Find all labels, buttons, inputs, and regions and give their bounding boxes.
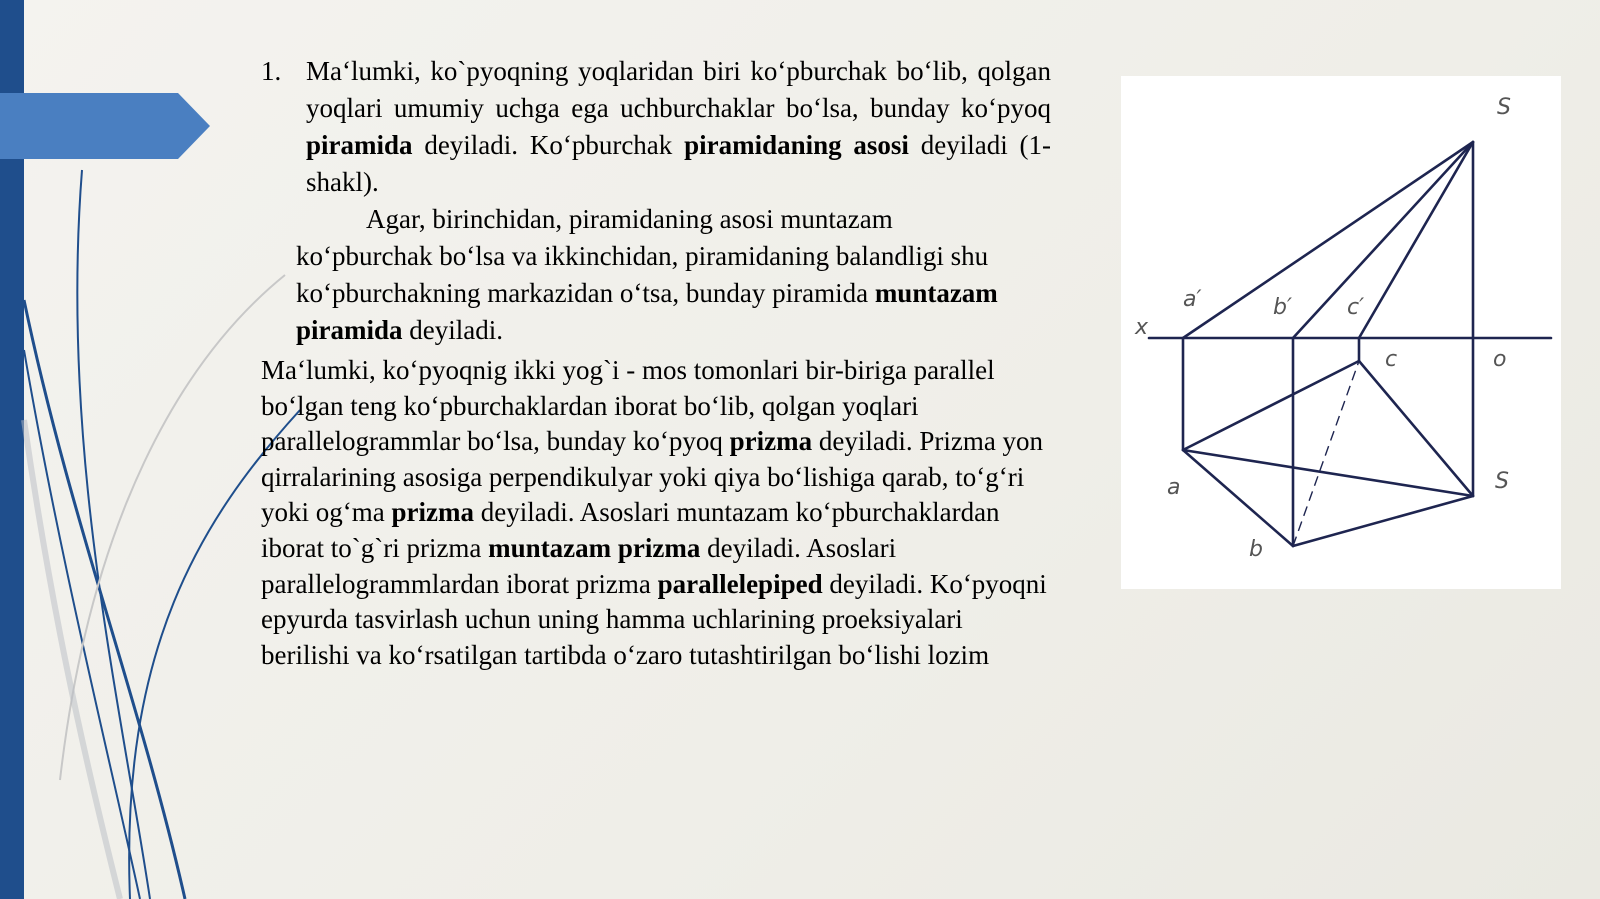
label-s-prime: S xyxy=(1497,95,1511,120)
text-content xyxy=(261,53,1051,673)
edge-c1-s1 xyxy=(1359,142,1473,338)
bold-term: piramidaning asosi xyxy=(684,130,909,160)
text-span: deyiladi. Ko‘pyoqni epyurda tasvirlash uchun uning hamma uchlarining proeksiyalari berilishi va ko‘rsatilgan tartibda o‘zaro tutashtirilgan bo‘lishi lozim xyxy=(261,568,1047,670)
bold-term: prizma xyxy=(391,497,474,528)
label-a: a xyxy=(1167,475,1181,500)
bold-term: prizma xyxy=(729,426,813,457)
text-span: deyiladi (1-shakl). xyxy=(306,130,1051,197)
list-number: 1. xyxy=(261,56,282,86)
text-span: deyiladi. Prizma yon qirralarining asosiga perpendikulyar yoki qiya bo‘lishiga qarab, to‘g‘ri yoki og‘ma xyxy=(261,426,1044,528)
arrow-banner xyxy=(0,93,210,159)
text-span: deyiladi. xyxy=(402,315,503,345)
bold-term: parallelepiped xyxy=(657,568,823,599)
label-o: o xyxy=(1493,347,1507,372)
label-a-prime: a′ xyxy=(1183,287,1202,312)
bold-term: muntazam prizma xyxy=(488,532,701,563)
text-span: deyiladi. Ko‘pburchak xyxy=(412,130,685,160)
text-span: deyiladi. Asoslari muntazam ko‘pburchaklardan iborat to`g`ri prizma xyxy=(261,497,1000,563)
edge-a1-s1 xyxy=(1183,142,1473,338)
text-span: Ma‘lumki, ko‘pyoqnig ikki yog`i - mos tomonlari bir-biriga parallel bo‘lgan teng ko‘pburchaklardan iborat bo‘lib, qolgan yoqlari parallelogrammlar bo‘lsa, bunday ko‘pyoq xyxy=(261,355,995,457)
regular-pyramid-paragraph xyxy=(296,201,1016,349)
figure-panel xyxy=(1121,76,1561,589)
label-b-prime: b′ xyxy=(1273,295,1292,320)
edge-b1-s1 xyxy=(1293,142,1473,338)
pyramid-epure-drawing xyxy=(1121,76,1561,589)
label-c-prime: c′ xyxy=(1347,295,1365,320)
text-span: deyiladi. Asoslari parallelogrammlardan iborat prizma xyxy=(261,532,897,599)
text-span: Ma‘lumki, ko`pyoqning yoqlaridan biri ko‘pburchak bo‘lib, qolgan yoqlari umumiy uchga ega uchburchaklar bo‘lsa, bunday ko‘pyoq xyxy=(306,56,1051,123)
bold-term: piramida xyxy=(306,130,413,160)
edge-c-s xyxy=(1359,361,1473,496)
label-s: S xyxy=(1495,469,1509,494)
label-b: b xyxy=(1249,537,1263,562)
bold-term: muntazam piramida xyxy=(296,278,998,345)
label-x: x xyxy=(1135,315,1149,340)
label-c: c xyxy=(1385,347,1398,372)
text-span: Agar, birinchidan, piramidaning asosi muntazam xyxy=(366,204,893,234)
text-span: ko‘pburchak bo‘lsa va ikkinchidan, piramidaning balandligi shu ko‘pburchakning markazidan o‘tsa, bunday piramida xyxy=(296,241,989,308)
edge-b-s xyxy=(1293,496,1473,546)
list-item-1 xyxy=(261,53,1051,201)
prism-paragraph xyxy=(261,353,1051,673)
pyramid-definition xyxy=(306,53,1051,201)
